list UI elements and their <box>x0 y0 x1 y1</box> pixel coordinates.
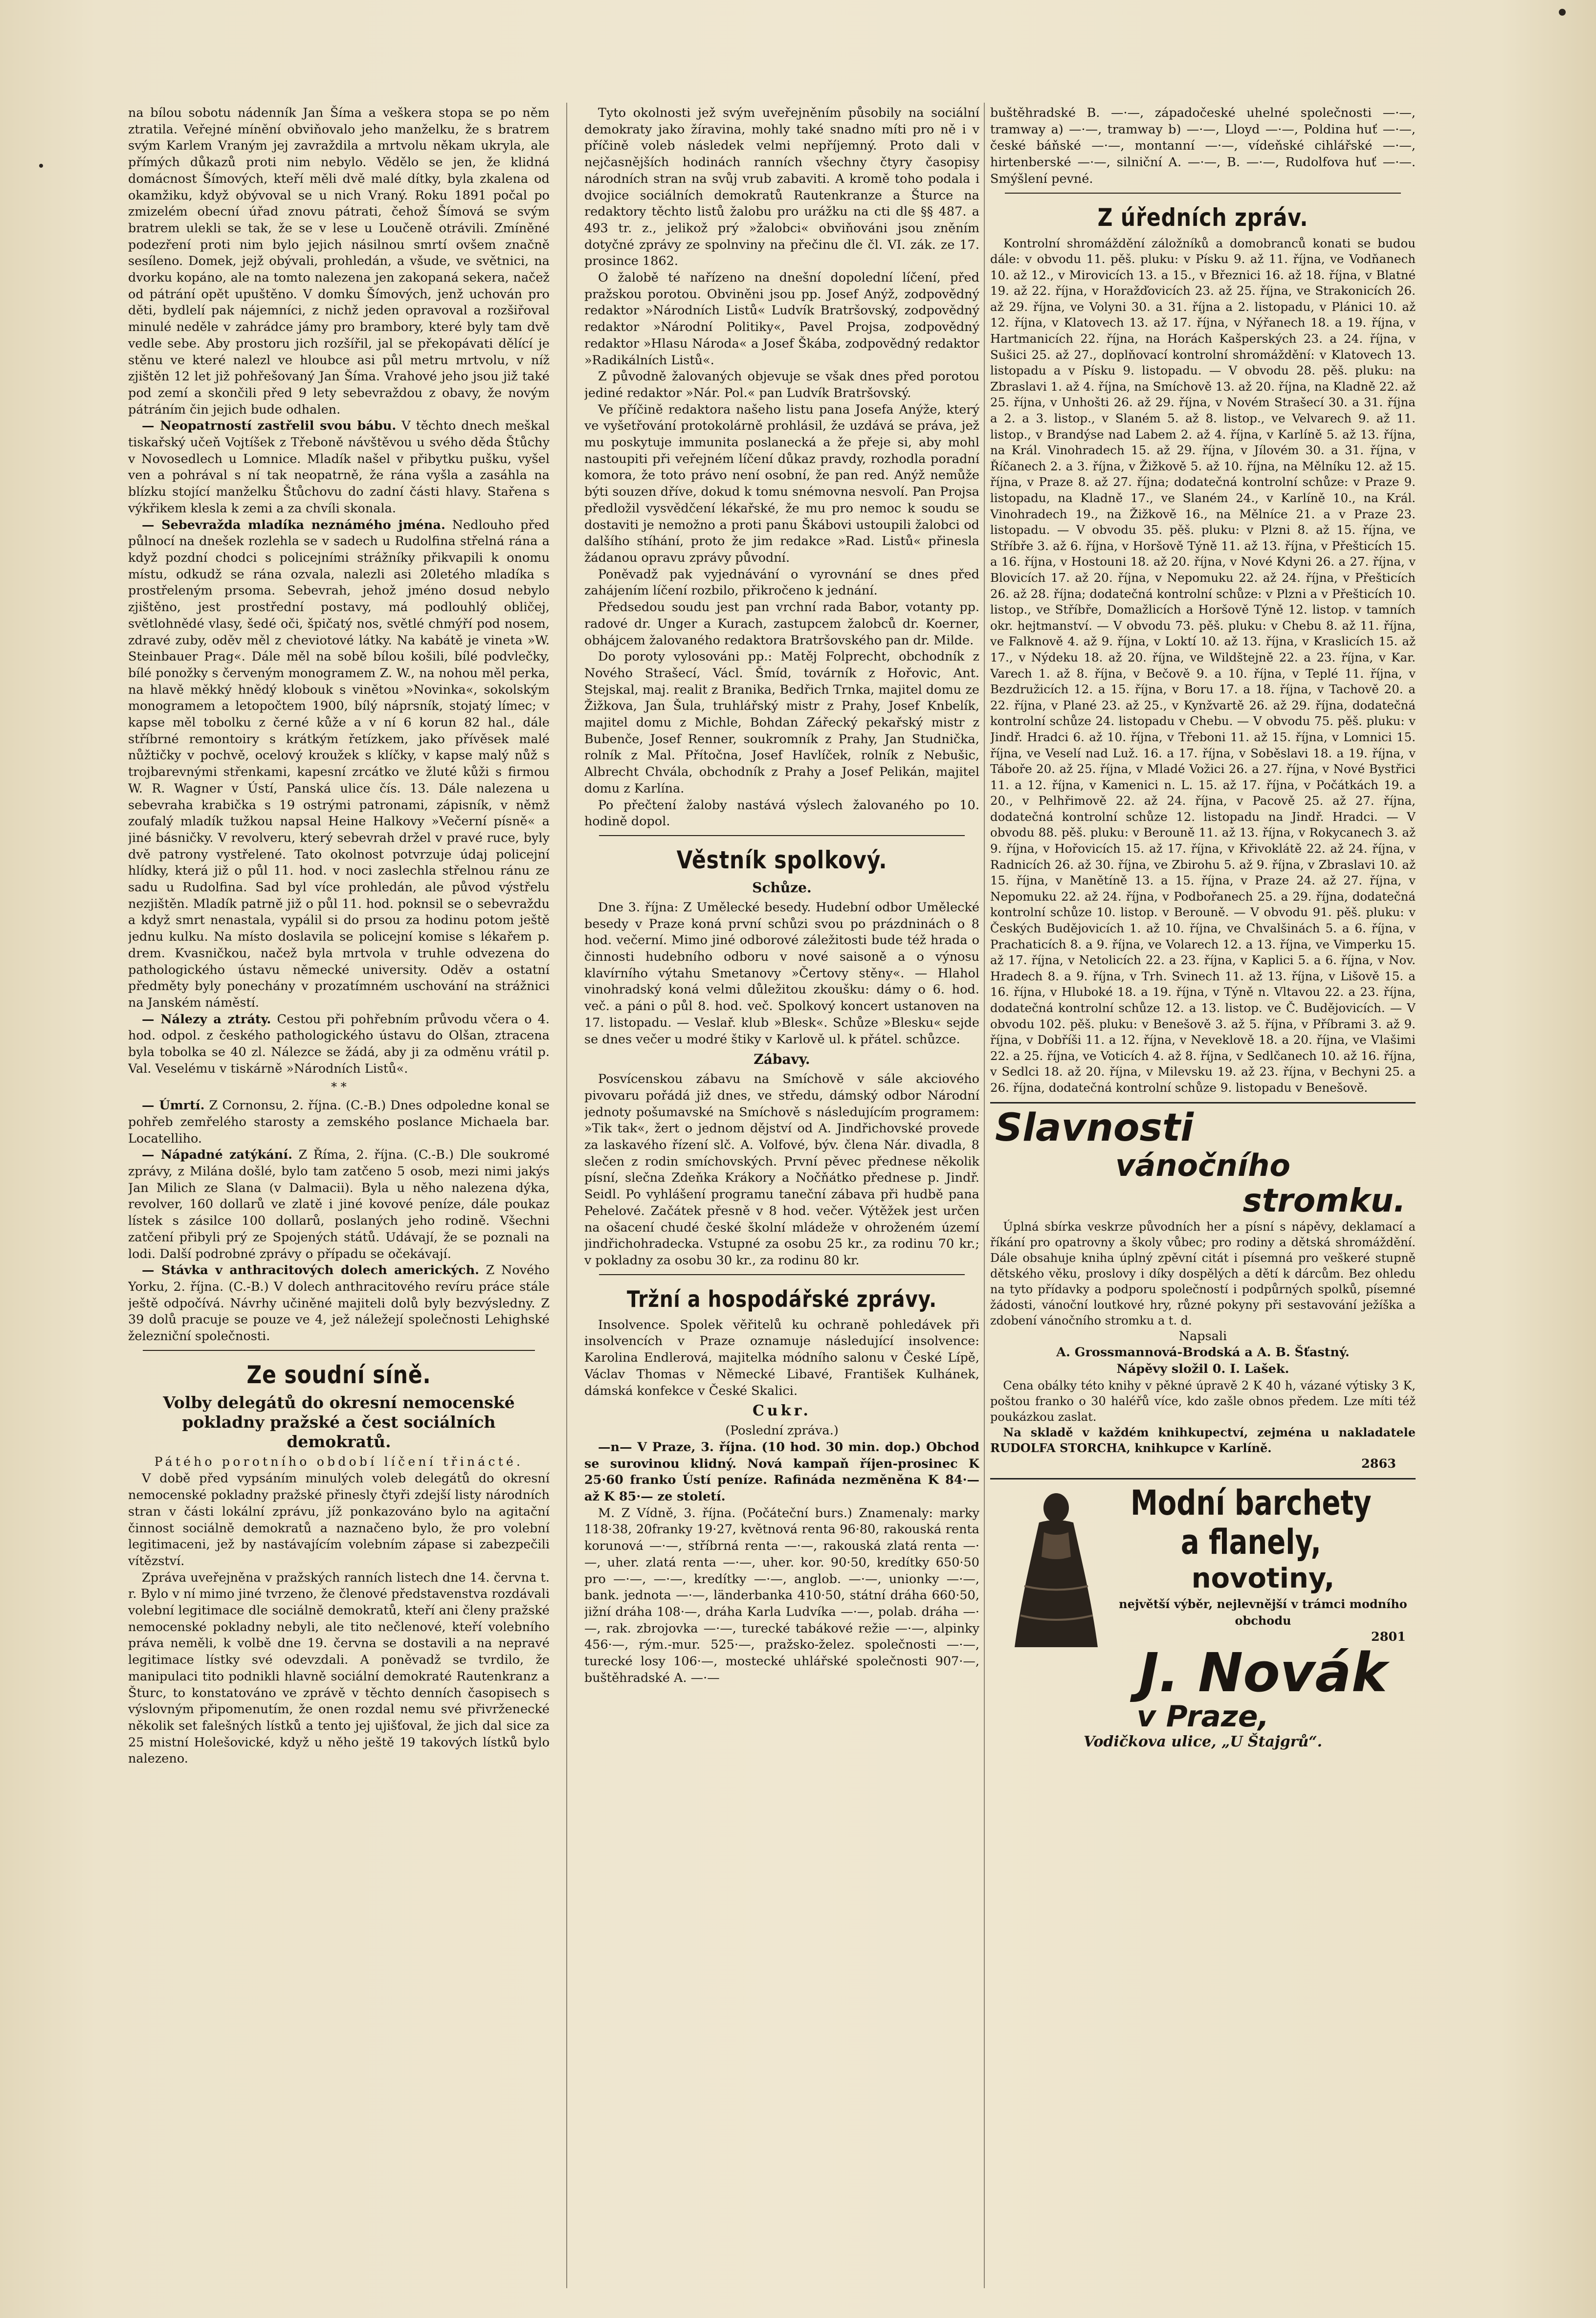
print-mark <box>1559 9 1566 16</box>
clubs-paragraph: Posvícenskou zábavu na Smíchově v sále akciového pivovaru pořádá již dnes, ve středu, dámský odbor Národní jednoty pošumavské na Smíchově s následujícím programem: »Tik tak«, žert o jednom dějství od A. Jindřichovské provede za laskavého řízení slč. A. Volfové, býv. člena Nár. divadla, 8 slečen z rodin smíchovských. První pěvec přednese několik písní, slečna Zdeňka Krákory a Nočňátko přednese p. Jindř. Seidl. Po vyhlášení programu taneční zábava při hudbě pana Pehelové. Začátek přesně v 8 hod. večer. Výtěžek jest určen na ošacení chudé české školní mládeže v ohroženém území jindřichohradecka. Vstupné za osobu 25 kr., za rodinu 70 kr.; v pokladny za osobu 30 kr., za rodinu 80 kr. <box>584 1072 979 1268</box>
court-paragraph: Po přečtení žaloby nastává výslech žalovaného po 10. hodině dopol. <box>584 797 979 829</box>
official-paragraph: Kontrolní shromáždění záložníků a domobranců konati se budou dále: v obvodu 11. pěš. pluku: v Písku 9. až 11. října, ve Vodňanech 10. až 12., v Mirovicích 13. a 15., v Březnici 16. až 18. října, v Blatné 19. až 22. října, v Horažďovicích 23. až 25. října, ve Strakonicích 26. až 29. října, ve Volyni 30. a 31. října a 2. listopadu, v Plánici 10. až 12. října, v Klatovech 13. až 17. října, v Nýřanech 18. a 19. října, v Hartmanicích 22. října, na Horách Kašperských 23. a 24. října, v Sušici 25. až 27., doplňovací kontrolní shromáždění: v Klatovech 13. listopadu a v Písku 9. listopadu. — V obvodu 28. pěš. pluku: na Zbraslavi 1. až 4. října, na Smíchově 13. až 20. října, na Kladně 22. až 25. října, v Unhošti 26. až 29. října, v Novém Strašecí 30. a 31. října a 2. a 3. listop., v Slaném 5. až 8. listop., ve Velvarech 9. až 11. listop., v Brandýse nad Labem 2. až 4. října, v Karlíně 5. až 13. října, na Král. Vinohradech 15. až 29. října, v Jílovém 30. a 31. října, v Říčanech 2. a 3. října, v Žižkově 5. až 10. října, na Mělníku 12. až 15. října, v Praze 8. až 27. října; dodatečná kontrolní schůze: v Praze 9. listopadu, na Kladně 17., ve Slaném 24., v Karlíně 10., na Král. Vinohradech 19., na Žižkově 16., na Mělníce 21. a v Praze 23. listopadu. — V obvodu 35. pěš. pluku: v Plzni 8. až 15. října, ve Stříbře 3. až 6. října, v Horšově Týně 11. až 13. října, v Přešticích 15. a 16. října, v Hostouni 18. až 20. října, v Nové Kdyni 26. a 27. října, v Blovicích 17. až 20. října, v Nepomuku 22. až 24. října, v Přešticích 26. až 28. října; dodatečná kontrolní schůze: v Plzni a v Přešticích 10. listop., ve Stříbře, Domažlicích a Horšově Týně 12. listop. v tamních okr. hejtmanství. — V obvodu 73. pěš. pluku: v Chebu 8. až 11. října, ve Falknově 4. až 9. října, v Loktí 10. až 13. října, v Kraslicích 15. až 17., v Nýdeku 18. až 20. října, ve Wildštejně 22. a 23. října, v Kar. Varech 1. až 8. října, v Bečově 9. a 10. října, v Teplé 11. října, v Bezdružicích 12. a 15. října, v Boru 17. a 18. října, v Tachově 20. a 22. října, v Plané 23. až 25., v Kynžvartě 26. až 29. října, dodatečná kontrolní schůze 24. listopadu v Chebu. — V obvodu 75. pěš. pluku: v Jindř. Hradci 6. až 10. října, v Třeboni 11. až 15. října, v Lomnici 15. října, ve Veselí nad Luž. 16. a 17. října, v Soběslavi 18. a 19. října, v Táboře 20. až 25. října, v Mladé Vožici 26. a 27. října, v Nové Bystřici 11. a 12. října, v Kamenici n. L. 15. až 17. října, v Počátkách 19. a 20., v Pelhřimově 22. až 24. října, v Pacově 25. až 27. října, dodatečná kontrolní schůze 12. listopadu na Jindř. Hradci. — V obvodu 88. pěš. pluku: v Berouně 11. až 13. října, v Rokycanech 3. až 9. října, v Hořovicích 15. až 17. října, v Křivoklátě 22. až 24. října, v Radnicích 26. až 30. října, ve Zbirohu 5. až 9. října, v Zbraslavi 10. až 15. října, v Manětíně 13. a 15. října, v Praze 24. až 27. října, v Nepomuku 22. až 24. října, v Podbořanech 25. a 29. října, dodatečná kontrolní schůze 10. listop. v Berouně. — V obvodu 91. pěš. pluku: v Českých Budějovicích 1. až 10. října, ve Chvalšinách 5. a 6. října, v Prachaticích 8. a 9. října, ve Volarech 12. a 13. října, ve Vimperku 15. až 17. října, v Netolicích 22. a 23. října, v Kaplici 5. a 6. října, v Nov. Hradech 8. a 9. října, v Trh. Svinech 11. až 13. října, v Lišově 15. a 16. října, v Hluboké 18. a 19. října, v Týně n. Vltavou 22. a 23. října, dodatečná kontrolní schůze 12. a 13. listop. ve Č. Budějovicích. — V obvodu 102. pěš. pluku: v Benešově 3. až 5. října, v Příbrami 3. až 9. října, v Dobříši 11. a 12. října, v Neveklově 18. a 20. října, ve Vlašimi 22. a 25. října, ve Voticích 4. až 8. října, v Sedlčanech 10. až 16. října, v Sedlci 18. až 20. října, v Milevsku 19. až 23. října, v Bechyni 25. a 26. října, dodatečná kontrolní schůze 9. listopadu v Benešově. <box>990 236 1416 1095</box>
advert-body: Úplná sbírka veskrze původních her a písní s nápěvy, deklamací a říkání pro opatrovny a školy vůbec; pro rodiny a dětská shromáždění. Dále obsahuje kniha úplný zpěvní citát i písemná pro veškeré stupně dětského věku, proslovy i díky dospělých a dětí k dárcům. Bez ohledu na tyto přídavky a podporu společností i podpůrných spolků, písemné žádosti, vánoční loutkové hry, různé pokyny při sestavování ježíška a zdobení vánočního stromku a t. d. <box>990 1219 1416 1327</box>
divider <box>1005 193 1401 194</box>
advert-title: stromku. <box>1242 1181 1406 1219</box>
court-paragraph: Tyto okolnosti jež svým uveřejněním působily na sociální demokraty jako žíravina, mohly také snadno míti pro ně i v příčině voleb následek velmi nepříjemný. Proto dali v nejčasnějších hodinách ranních všechny čtyry časopisy národních stran na svůj vrub zabaviti. A kromě toho podala i dvojice sociálních demokratů Rautenkranze a Šturce na redaktory těchto listů žalobu pro urážku na cti dle §§ 487. a 493 tr. z., jelikož prý »žalobci« obviňováni jsou zněním dotyčné zprávy ze spolnviny na přečinu dle čl. VI. zák. ze 17. prosince 1862. <box>584 106 979 269</box>
advert-music: Nápěvy složil 0. I. Lašek. <box>1116 1361 1289 1376</box>
section-heading-court: Ze soudní síně. <box>246 1360 431 1389</box>
article-strike: — Stávka v anthracitových dolech amerických. Z Nového Yorku, 2. října. (C.-B.) V dolech anthracitového revíru práce stále ještě odpočívá. Návrhy učiněné majiteli dolů byly bezvýsledny. Z 39 dolů pracuje se pouze ve 4, jež náležejí společnosti Lehighské železniční společnosti. <box>128 1263 550 1344</box>
column-2 <box>584 105 979 2296</box>
article-intro: na bílou sobotu nádenník Jan Šíma a veškera stopa se po něm ztratila. Veřejné mínění obviňovalo jeho manželku, že s bratrem svým Karlem Vraným jej zavraždila a mrtvolu někam ukryla, ale přímých důkazů proti nim nebylo. Vědělo se jen, že klidná domácnost Šímových, kteří měli dvě malé dítky, byla zkalena od okamžiku, když obývoval se u nich Vraný. Roku 1891 počal po zmizelém obecní úřad znovu pátrati, čehož Šímová se svým bratrem ulekli se tak, že se v lese u Loučeně otrávili. Zmíněné podezření proti nim bylo jejich násilnou smrtí ovšem značně sesíleno. Domek, jejž obývali, prohledán, a všude, ve světnici, na dvorku kopáno, ale na tomto nalezena jen zakopaná sekera, načež od pátrání opět upuštěno. V domku Šímových, jenž uchován pro děti, bydlelí pak nájemníci, z nichž jeden opravoval a rozšiřoval minulé neděle v zahrádce jámy pro brambory, které byly tam dvě vedle sebe. Aby prostoru jich rozšířil, jal se překopávati dělící je stěnu ve které nalezl ve hloubce asi půl metru mrtvolu, v níž zjištěn 12 let již pohřešovaný Jan Šíma. Vrahové jeho jsou již také pod zemí a skončili před 9 lety sebevraždou z obavy, že novým pátráním čin jejich bude odhalen. <box>128 106 550 417</box>
court-paragraph: Do poroty vylosováni pp.: Matěj Folprecht, obchodník z Nového Strašecí, Václ. Šmíd, továrník z Hořovic, Ant. Stejskal, maj. realit z Branika, Bedřich Trnka, majitel domu ze Žižkova, Jan Šula, truhlářský mistr z Prahy, Josef Knbelík, majitel domu z Michle, Bohdan Zářecký pekařský mistr z Bubenče, Josef Renner, soukromník z Prahy, Jan Studnička, rolník z Mal. Přítočna, Josef Havlíček, rolník z Nebušic, Albrecht Chvála, obchodník z Prahy a Josef Pelikán, majitel domu z Karlína. <box>584 649 979 796</box>
advert-authors: A. Grossmannová-Brodská a A. B. Šťastný. <box>1056 1345 1350 1360</box>
advert-store: Na skladě v každém knihkupectví, zejména u nakladatele RUDOLFA STORCHA, knihkupce v Karlíně. <box>990 1425 1416 1455</box>
advert-firm: J. Novák <box>1139 1641 1387 1704</box>
column-rule <box>984 103 985 2288</box>
article-hunting-accident: — Neopatrností zastřelil svou bábu. V těchto dnech meškal tiskařský učeň Vojtíšek z Třeboně návštěvou u svého děda Štůchy v Novosedlech u Lomnice. Mladík našel v přibytku pušku, vyšel ven a pohrával s ní tak neopatrně, že rána vyšla a zasáhla na blízku stojící manželku Štůchovu do zadní části hlavy. Stařena s výkřikem klesla k zemi a za chvíli skonala. <box>128 419 550 516</box>
clubs-paragraph: Dne 3. října: Z Umělecké besedy. Hudební odbor Umělecké besedy v Praze koná první schůzi svou po prázdninách o 8 hod. večerní. Mimo jiné odborové záležitosti bude též hrada o činnosti hudebního odboru v nové saisoně a o výnosu klavírního výtahu Smetanovy »Čertovy stěny«. — Hlahol vinohradský koná velmi důležitou zkoušku: dámy o 6. hod. več. a páni o půl 8. hod. več. Spolkový koncert ustanoven na 17. listopadu. — Veslař. klub »Blesk«. Schůze »Blesku« sejde se dnes večer u modré štiky v Karlově ul. k přátel. schůzce. <box>584 900 979 1047</box>
article-lost-found: — Nálezy a ztráty. Cestou při pohřebním průvodu včera o 4. hod. odpol. z českého pathologického ústavu do Olšan, ztracena byla tobolka se 40 zl. Nálezce se žádá, aby ji za odměnu vrátil p. Val. Veselému v tiskárně »Národních Listů«. <box>128 1012 550 1076</box>
advert-code: 2863 <box>1361 1456 1396 1471</box>
court-paragraph: Ve příčině redaktora našeho listu pana Josefa Anýže, který ve vyšetřování protokolárně prohlásil, že uzdává se práva, jež mu poskytuje immunita poslanecká a že přeje si, aby mohl nastoupiti při veřejném líčení důkaz pravdy, rozhodla poradní komora, že toto právo není osobní, že pan red. Anýž nemůže býti souzen dříve, dokud k tomu snémovna nesvolí. Pan Projsa předložil vysvědčení lékařské, že mu pro nemoc k soudu se dostaviti je nemožno a proti panu Škábovi ustoupili žalobci od dalšího stíhání, proto že jim redakce »Rad. Listů« přinesla žádanou opravu zprávy původní. <box>584 402 979 565</box>
market-paragraph: Insolvence. Spolek věřitelů ku ochraně pohledávek při insolvencích v Praze oznamuje následující insolvence: Karolina Endlerová, majitelka módního salonu v České Lípě, Václav Thomas v Německé Libavé, František Kulhánek, dámská konfekce v České Skalici. <box>584 1317 979 1398</box>
section-heading-official: Z úředních zpráv. <box>1097 203 1308 232</box>
subheading-entertainment: Zábavy. <box>754 1051 810 1068</box>
court-paragraph: O žalobě té nařízeno na dnešní dopolední líčení, před pražskou porotou. Obviněni jsou pp. Josef Anýž, zodpovědný redaktor »Národních Listů« Ludvík Bratršovský, zodpovědný redaktor »Národní Politiky«, Pavel Projsa, zodpovědný redaktor »Hlasu Národa« a Josef Škába, zodpovědný redaktor »Radikálních Listů«. <box>584 270 979 368</box>
sugar-report: —n— V Praze, 3. října. (10 hod. 30 min. dop.) Obchod se surovinou klidný. Nová kampaň říjen-prosinec K 25·60 franko Ústí peníze. Rafináda nezměněna K 84·— až K 85·— ze století. <box>584 1439 979 1504</box>
advert-title: Modní barchety a flanely, <box>1130 1483 1372 1563</box>
advert-city: v Praze, <box>1136 1699 1269 1734</box>
court-paragraph: Zpráva uveřejněna v pražských ranních listech dne 14. června t. r. Bylo v ní mimo jiné tvrzeno, že členové představenstva rozdávali volební legitimace dle sociálně demokratů, kteří ani členy pražské nemocenské pokladny nebyli, ale tito nečlenové, kteří volebního práva neměli, k volbě dne 19. června se dostavili a na nepravé legitimace lístky své odevzdali. A poněvadž se tvrdilo, že manipulaci tito podnikli hlavně sociální demokraté Rautenkranz a Šturc, to konstatováno ve zprávě v těchto denních časopisech s výslovným připomenutím, že onen rozdal nemu své přivrženecké několik set falešných lístků a tento jej ujišťoval, že jich dal sice za 25 mistní Holešovické, když u něho ještě 19 takových lístků bylo nalezeno. <box>128 1570 550 1766</box>
article-title: — Nápadné zatýkání. <box>142 1148 292 1163</box>
court-paragraph: V době před vypsáním minulých voleb delegátů do okresní nemocenské pokladny pražské přinesly čtyři zdejší listy národních stran v části lokální zprávu, jíž ponkazováno bylo na agitační činnost sociálně demokratů a naznačeno bylo, že pro volební legitimaceni, jež by nastávajícím volebním zápase si zabezpečili vítězství. <box>128 1471 550 1568</box>
article-title: — Neopatrností zastřelil svou bábu. <box>142 419 397 434</box>
subheading-sugar: Cukr. <box>753 1402 811 1420</box>
advert-address: Vodičkova ulice, „U Štajgrů“. <box>1083 1733 1323 1750</box>
column-1 <box>128 105 550 2296</box>
vienna-report: M. Z Vídně, 3. října. (Počáteční burs.) Znamenaly: marky 118·38, 20franky 19·27, květnová renta 96·80, rakouská renta korunová —·—, stříbrná renta —·—, rakouská zlatá renta —·—, uher. zlatá renta —·—, uher. kor. 90·50, kredítky 650·50 pro —·—, —·—, kredítky —·—, anglob. —·—, unionky —·—, bank. jednota —·—, länderbanka 410·50, státní dráha 660·50, jižní dráha 108·—, dráha Karla Ludvíka —·—, polab. dráha —·—, rak. zbrojovka —·—, turecké tabákové režie —·—, alpinky 456·—, rým.-mur. 525·—, pražsko-želez. společnosti —·—, turecké losy 106·—, mostecké uhlářské společnosti 907·—, buštěhradské A. —·— <box>584 1505 979 1685</box>
court-paragraph: Předsedou soudu jest pan vrchní rada Babor, votanty pp. radové dr. Unger a Kurach, zastupcem žalobců dr. Koerner, obhájcem žalovaného redaktora Bratršovského pan dr. Milde. <box>584 600 979 648</box>
advert-line: největší výběr, nejlevnější v trámci modního obchodu <box>1119 1597 1407 1628</box>
column-3 <box>990 105 1416 2296</box>
advert-code: 2801 <box>1371 1629 1406 1644</box>
advert-price: Cena obálky této knihy v pěkné úpravě 2 K 40 h, vázané výtisky 3 K, poštou franko o 30 haléřů více, kdo zašle obnos předem. Lze míti též poukázkou zaslat. <box>990 1378 1416 1424</box>
article-title: — Nálezy a ztráty. <box>142 1012 271 1027</box>
court-article-title: Volby delegátů do okresní nemocenské pokladny pražské a čest sociálních demokratů. <box>163 1392 515 1451</box>
advert-title: vánočního <box>1115 1147 1290 1183</box>
advert-fabrics <box>990 1478 1416 1750</box>
court-paragraph: Poněvadž pak vyjednávání o vyrovnání se dnes před zahájením líčení rozbilo, přikročeno k jednání. <box>584 567 979 598</box>
advert-subtitle: novotiny, <box>1191 1563 1335 1595</box>
separator-stars: * * <box>331 1080 347 1094</box>
section-heading-clubs: Věstník spolkový. <box>676 845 887 874</box>
article-arrests: — Nápadné zatýkání. Z Říma, 2. října. (C.-B.) Dle soukromé zprávy, z Milána došlé, bylo tam zatčeno 5 osob, mezi nimi jakýs Jan Milich ze Slana (v Dalmacii). Byla u něho nalezena dýka, revolver, 160 dollarů ve zlatě i jiné kovové peníze, dále poukaz lístek s zásilce 100 dollarů, poslaných jeho rodině. Všechni zatčení přibyli prý ze Spojených států. Udávají, že se poznali na lodi. Další podrobné zprávy o případu se očekávají. <box>128 1148 550 1261</box>
court-article-subtitle: Pátého porotního období líčení třinácté. <box>154 1454 524 1469</box>
court-paragraph: Z původně žalovaných objevuje se však dnes před porotou jediné redaktor »Nár. Pol.« pan Ludvík Bratršovský. <box>584 369 979 400</box>
print-mark <box>39 164 43 168</box>
advert-title: Slavnosti <box>995 1105 1194 1150</box>
divider <box>143 1350 535 1351</box>
subheading-note: (Poslední zpráva.) <box>725 1423 839 1438</box>
advert-authors-label: Napsali <box>1178 1328 1227 1344</box>
article-death: — Úmrtí. Z Cornonsu, 2. října. (C.-B.) Dnes odpoledne konal se pohřeb zemřelého starosty a zemského poslance Michaela bar. Locatelliho. <box>128 1098 550 1146</box>
divider <box>599 1274 965 1275</box>
subheading-meetings: Schůze. <box>752 879 812 896</box>
article-title: — Stávka v anthracitových dolech amerických. <box>142 1263 479 1278</box>
advert-christmas-book <box>990 1102 1416 1473</box>
article-title: — Úmrtí. <box>142 1098 205 1113</box>
article-suicide: — Sebevražda mladíka neznámého jména. Nedlouho před půlnocí na dnešek rozlehla se v sadech u Rudolfina střelná rána a když pozdní chodci s policejními strážníky přikvapili k onomu místu, odkudž se rána ozvala, nalezli asi 20letého mladíka s prostřeleným prsoma. Sebevrah, jehož jméno dosud nebylo zjištěno, jest prostřední postavy, má podlouhlý obličej, světlohnědé vlasy, šedé oči, špičatý nos, světlé chmýří pod nosem, zdravé zuby, oděv měl z cheviotové látky. Na kabátě je vinetа »W. Steinbauer Prag«. Dále měl na sobě bílou košili, bílé podvlečky, bílé ponožky s červeným monogramem Z. W., na nohou měl perka, na hlavě měkký hnědý klobouk s vinětou »Novinka«, sokolským monogramem a letopočtem 1900, bílý náprsník, stojatý límec; v kapse měl tobolku z černé kůže a v ní 6 korun 82 hal., dále stříbrné remontoiry s krátkým řetízkem, jako přívěsek malé nůžtičky v pochvě, ocelový kroužek s klíčky, v kapse malý nůž s trojbarevnými střenkami, kapesní zrcátko ve žluté kůži s firmou W. R. Wagner v Ústí, Panská ulice čís. 13. Dále nalezena u sebevraha krabička s 19 ostrými patronami, zápisník, v němž zoufalý mladík tužkou napsal Heine Halkovy »Večerní písně« a jiné básničky. V revolveru, který sebevrah držel v pravé ruce, byly dvě patrony vystřelené. Tato okolnost potvrzuje údaj policejní hlídky, která již o půl 11. hod. v noci zaslechla střelnou ránu ze sadu u Rudolfina. Sad byl více prohledán, ale původ výstřelu nezjištěn. Mladík patrně již o půl 11. hod. poknsil se o sebevraždu a když smrt nenastala, vypálil si do prsou za hodinu potom ještě jednu kulku. Na místo doslavila se policejní komise s lékařem p. drem. Kvasničkou, načež byla mrtvola v truhle odvezena do pathologického ústavu německé university. Oděv a ostatní předměty byly ponechány v prozatímném uschování na strážnici na Janském náměstí. <box>128 517 550 1010</box>
article-title: — Sebevražda mladíka neznámého jména. <box>142 517 445 532</box>
section-heading-market: Tržní a hospodářské zprávy. <box>627 1285 937 1312</box>
column-rule <box>566 103 567 2288</box>
divider <box>599 835 965 836</box>
vienna-report-continued: buštěhradské B. —·—, západočeské uhelné společnosti —·—, tramway a) —·—, tramway b) —·—, Lloyd —·—, Poldina huť —·—, české báňské —·—, montanní —·—, vídeňské cihlářské —·—, hirtenberské —·—, silniční A. —·—, B. —·—, Rudolfova huť —·—. Smýšlení pevné. <box>990 106 1416 186</box>
